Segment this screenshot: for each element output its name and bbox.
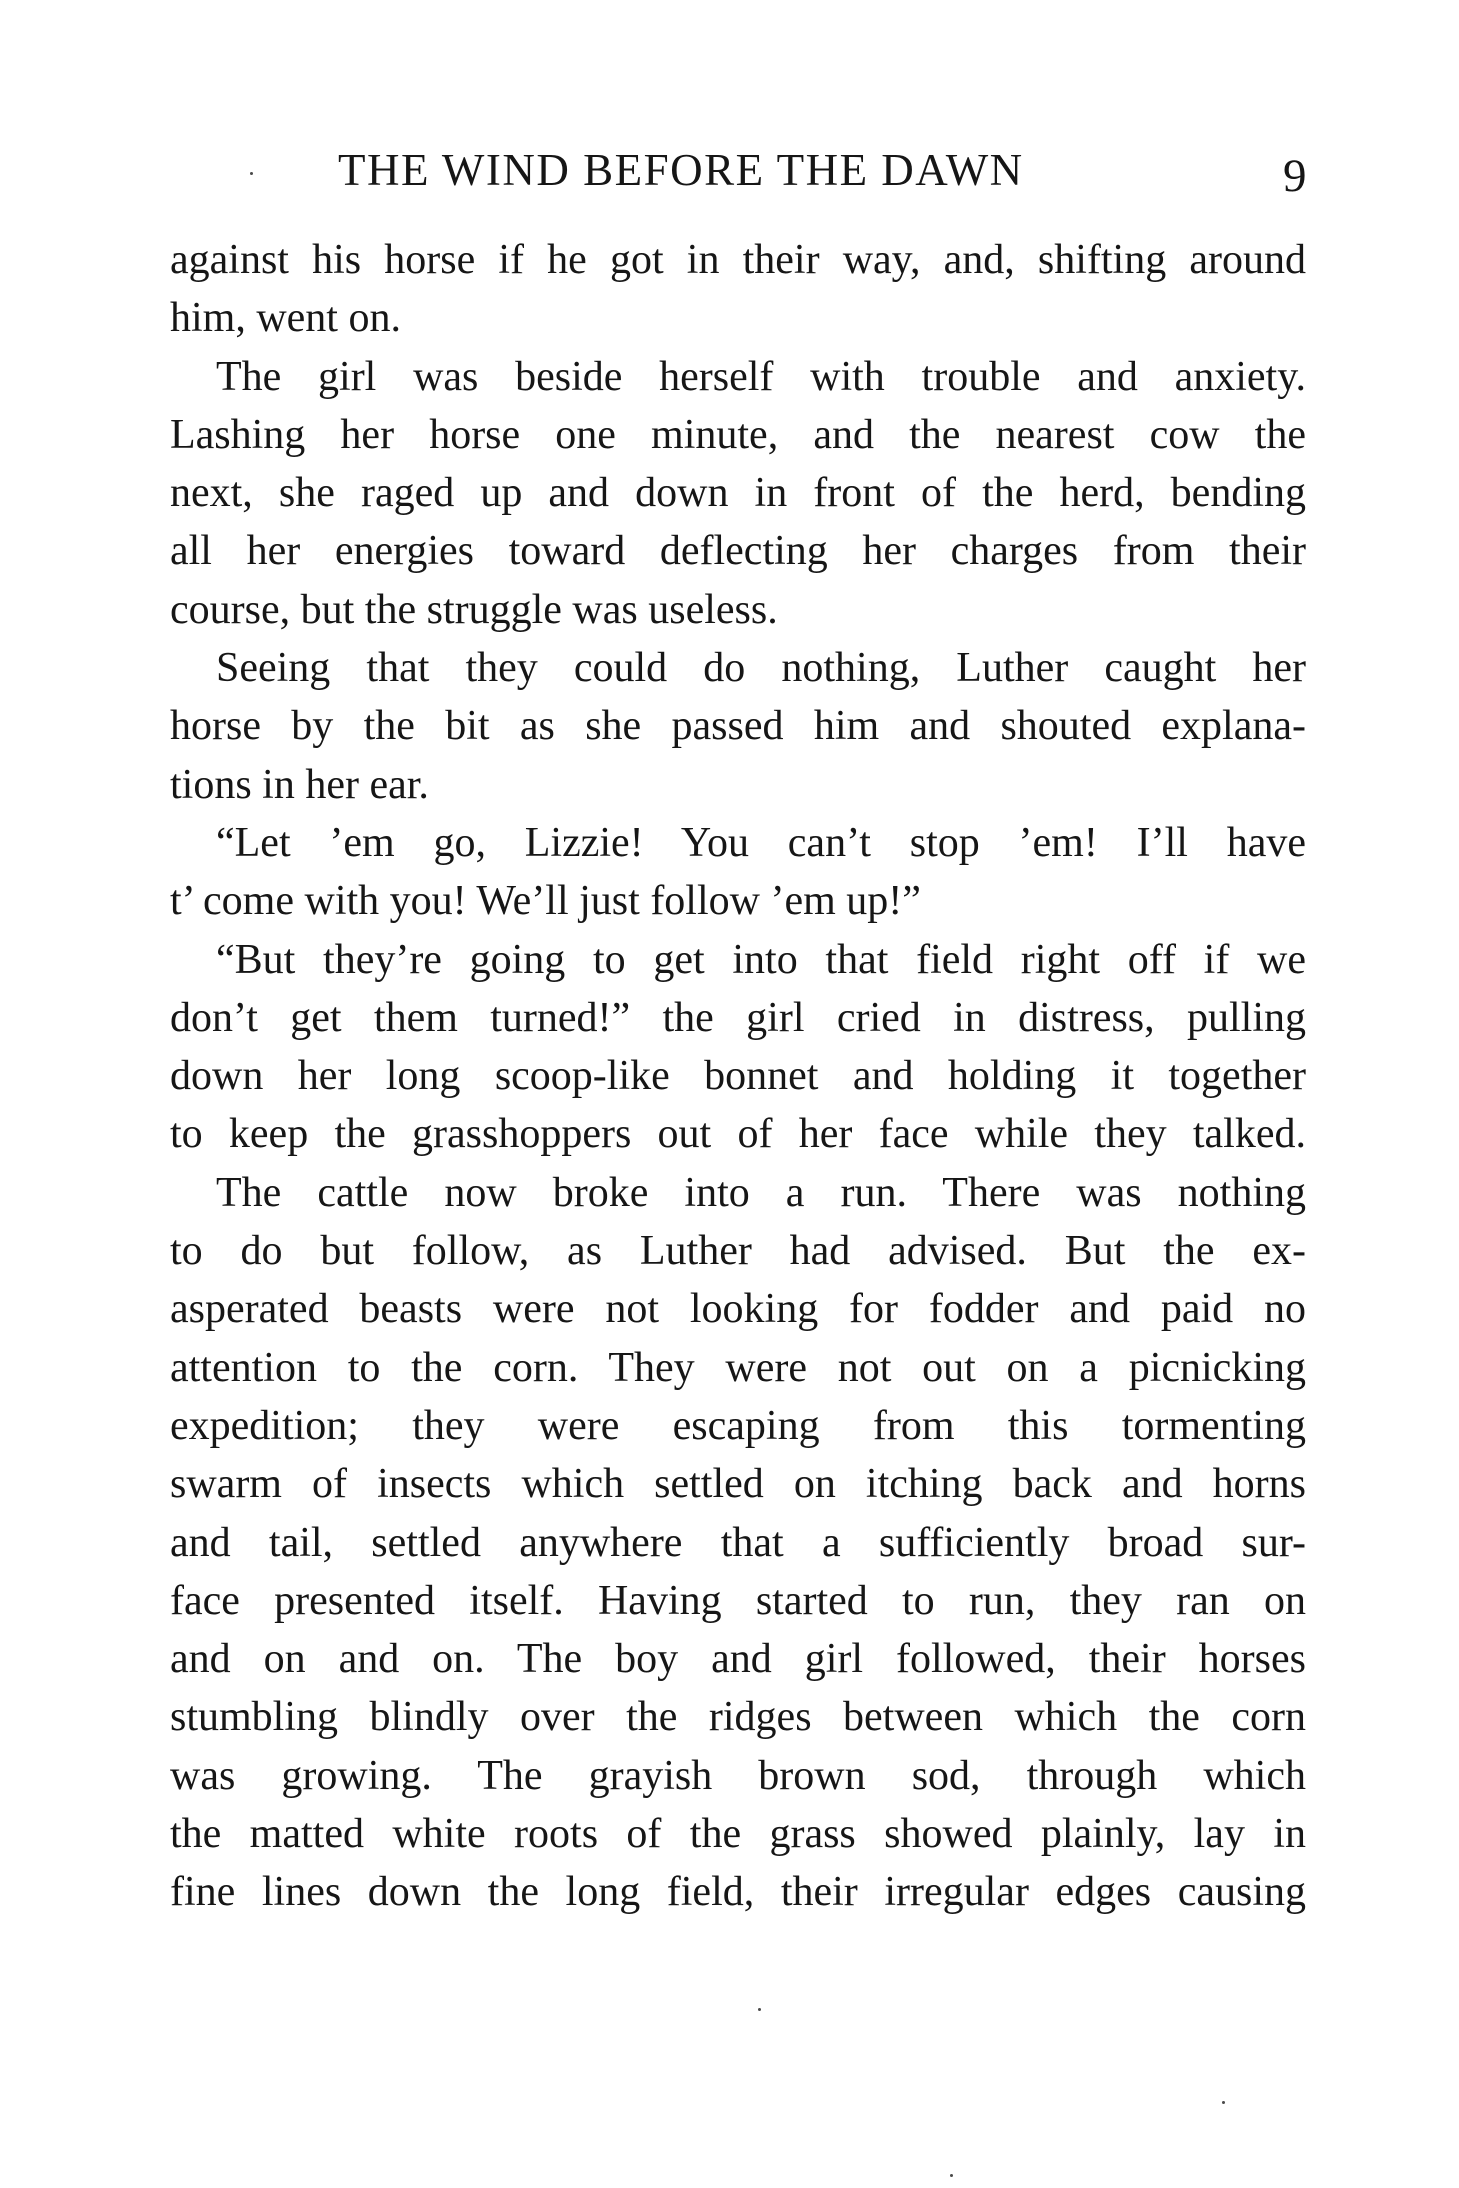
text-line: to keep the grasshoppers out of her face while they talked. [170, 1111, 1306, 1158]
text-line: and on and on. The boy and girl followed, their horses [170, 1636, 1306, 1683]
paragraph-first-line: The cattle now broke into a run. There was nothing [216, 1169, 1306, 1216]
text-line: don’t get them turned!” the girl cried in distress, pulling [170, 994, 1306, 1041]
scan-speck [950, 2174, 953, 2177]
text-line: against his horse if he got in their way, and, shifting around [170, 237, 1306, 283]
scan-speck [250, 172, 253, 175]
text-line: expedition; they were escaping from this tormenting [170, 1402, 1306, 1449]
text-line: t’ come with you! We’ll just follow ’em up!” [170, 878, 921, 925]
text-line: asperated beasts were not looking for fodder and paid no [170, 1286, 1306, 1333]
running-title: THE WIND BEFORE THE DAWN [338, 145, 1024, 195]
text-line: next, she raged up and down in front of the herd, bending [170, 470, 1306, 517]
scan-speck [758, 2008, 761, 2011]
text-line: down her long scoop-like bonnet and holding it together [170, 1053, 1306, 1100]
text-line: horse by the bit as she passed him and shouted explana- [170, 703, 1306, 750]
scan-speck [1222, 2101, 1225, 2104]
paragraph-first-line: “Let ’em go, Lizzie! You can’t stop ’em! I’ll have [216, 819, 1306, 866]
text-line: to do but follow, as Luther had advised. But the ex- [170, 1228, 1306, 1275]
text-line: the matted white roots of the grass showed plainly, lay in [170, 1811, 1306, 1858]
page-number: 9 [1283, 150, 1307, 202]
paragraph-first-line: Seeing that they could do nothing, Luther caught her [216, 645, 1306, 692]
text-line: attention to the corn. They were not out on a picnicking [170, 1344, 1306, 1391]
paragraph-first-line: The girl was beside herself with trouble and anxiety. [216, 353, 1306, 400]
text-line: all her energies toward deflecting her charges from their [170, 528, 1306, 575]
text-line: stumbling blindly over the ridges between which the corn [170, 1694, 1306, 1741]
text-line: course, but the struggle was useless. [170, 586, 778, 633]
text-line: swarm of insects which settled on itching back and horns [170, 1461, 1306, 1508]
page-header [0, 140, 1459, 200]
text-line: fine lines down the long field, their irregular edges causing [170, 1869, 1306, 1916]
paragraph-first-line: “But they’re going to get into that field right off if we [216, 936, 1306, 983]
text-line: Lashing her horse one minute, and the nearest cow the [170, 411, 1306, 458]
text-line: was growing. The grayish brown sod, through which [170, 1752, 1306, 1799]
text-line: him, went on. [170, 295, 401, 342]
text-line: tions in her ear. [170, 761, 429, 808]
body-text [170, 231, 1306, 1922]
text-line: and tail, settled anywhere that a sufficiently broad sur- [170, 1519, 1306, 1566]
text-line: face presented itself. Having started to run, they ran on [170, 1577, 1306, 1624]
